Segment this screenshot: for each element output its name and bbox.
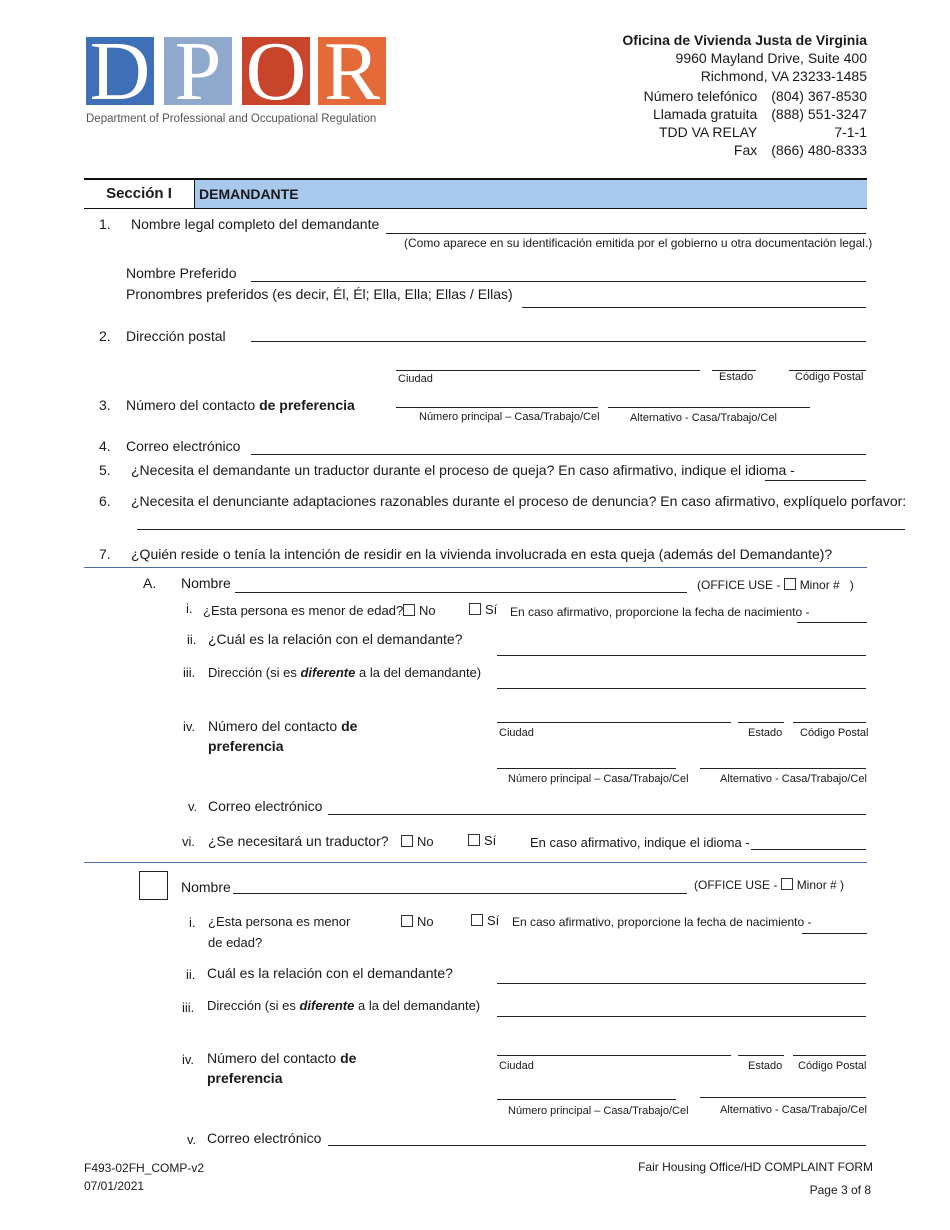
person-b-dob-label: En caso afirmativo, proporcione la fecha de nacimiento -	[512, 915, 812, 929]
person-b-alt-phone-field[interactable]	[700, 1097, 866, 1098]
primary-phone-caption: Número principal – Casa/Trabajo/Cel	[419, 411, 600, 423]
q7-num: 7.	[99, 546, 111, 562]
person-a-relation-field[interactable]	[497, 655, 866, 656]
alt-phone-field[interactable]	[608, 407, 810, 408]
q6-label: ¿Necesita el denunciante adaptaciones razonables durante el proceso de denuncia? En caso afirmativo, explíquelo porfavor:	[131, 493, 907, 509]
person-a-iii-label: Dirección (si es diferente a la del demandante)	[208, 665, 482, 680]
si-checkbox[interactable]	[471, 914, 483, 926]
contacts-table	[644, 87, 867, 159]
person-a-language-field[interactable]	[751, 849, 866, 850]
email-field[interactable]	[251, 454, 866, 455]
city-caption: Ciudad	[398, 373, 433, 385]
person-a-lang-label: En caso afirmativo, indique el idioma -	[530, 835, 750, 850]
person-a-name-field[interactable]	[235, 592, 687, 593]
person-b-iv-label-1: Número del contacto de	[207, 1050, 357, 1066]
office-street: 9960 Mayland Drive, Suite 400	[675, 50, 867, 66]
person-a-alt-caption: Alternativo - Casa/Trabajo/Cel	[720, 773, 867, 785]
person-b-minor-no[interactable]: No	[401, 914, 434, 929]
q5-num: 5.	[99, 462, 111, 478]
person-b-email-field[interactable]	[328, 1145, 866, 1146]
no-checkbox[interactable]	[401, 835, 413, 847]
person-a-primary-phone-field[interactable]	[497, 768, 676, 769]
person-b-v-label: Correo electrónico	[207, 1130, 322, 1146]
person-a-email-field[interactable]	[328, 814, 866, 815]
person-b-relation-field[interactable]	[497, 983, 866, 984]
person-a-city-field[interactable]	[497, 722, 731, 723]
q3-label: Número del contacto de preferencia	[126, 397, 355, 413]
person-a-state-caption: Estado	[748, 727, 783, 739]
pronouns-label: Pronombres preferidos (es decir, Él, Él; Ella, Ella; Ellas / Ellas)	[126, 286, 513, 302]
person-b-i-label-1: ¿Esta persona es menor	[208, 914, 351, 929]
mailing-address-field[interactable]	[251, 341, 866, 342]
footer-title: Fair Housing Office/HD COMPLAINT FORM	[638, 1160, 873, 1174]
person-a-address-field[interactable]	[497, 688, 866, 689]
person-b-iii-num: iii.	[182, 1000, 195, 1015]
person-b-primary-phone-field[interactable]	[497, 1099, 676, 1100]
person-a-dob-label: En caso afirmativo, proporcione la fecha de nacimiento -	[510, 605, 810, 619]
pronouns-field[interactable]	[522, 307, 866, 308]
city-field[interactable]	[396, 370, 700, 371]
office-address	[622, 31, 867, 85]
person-a-translator-si[interactable]: Sí	[468, 833, 496, 848]
person-b-alt-caption: Alternativo - Casa/Trabajo/Cel	[720, 1104, 867, 1116]
logo-letter-o: O	[245, 37, 307, 107]
divider	[84, 567, 867, 568]
person-a-v-label: Correo electrónico	[208, 798, 323, 814]
person-b-iv-label-2: preferencia	[207, 1070, 283, 1086]
q4-label: Correo electrónico	[126, 438, 241, 454]
person-a-iv-label-1: Número del contacto de	[208, 718, 358, 734]
logo-letter-d: D	[89, 37, 151, 107]
dpor-logo-mark	[86, 37, 386, 107]
person-a-vi-num: vi.	[182, 834, 195, 849]
q7-label: ¿Quién reside o tenía la intención de residir en la vivienda involucrada en esta queja (además del Demandante)?	[131, 546, 833, 562]
person-a-i-label: ¿Esta persona es menor de edad?	[203, 603, 404, 618]
person-b-zip-field[interactable]	[793, 1055, 866, 1056]
person-b-v-num: v.	[187, 1132, 197, 1147]
dpor-logo	[86, 37, 386, 123]
footer-date: 07/01/2021	[84, 1179, 145, 1193]
person-a-letter: A.	[143, 575, 157, 591]
person-b-city-caption: Ciudad	[499, 1060, 534, 1072]
person-b-dob-field[interactable]	[802, 933, 867, 934]
contact-row: TDD VA RELAY 7-1-1	[658, 124, 867, 140]
person-a-name-label: Nombre	[181, 575, 231, 591]
legal-name-field[interactable]	[386, 233, 866, 234]
person-a-alt-phone-field[interactable]	[700, 768, 866, 769]
person-a-zip-caption: Código Postal	[800, 727, 869, 739]
person-b-primary-caption: Número principal – Casa/Trabajo/Cel	[508, 1105, 689, 1117]
q1-note: (Como aparece en su identificación emitida por el gobierno u otra documentación legal.)	[404, 236, 873, 250]
person-a-iv-label-2: preferencia	[208, 738, 284, 754]
person-b-i-num: i.	[189, 915, 196, 930]
q2-label: Dirección postal	[126, 328, 226, 344]
q4-num: 4.	[99, 438, 111, 454]
state-caption: Estado	[719, 371, 754, 383]
footer-form-id: F493-02FH_COMP-v2	[84, 1161, 205, 1175]
logo-letter-p: P	[174, 37, 222, 107]
q1-num: 1.	[99, 216, 111, 232]
person-b-ii-num: ii.	[186, 967, 196, 982]
person-a-translator-no[interactable]: No	[401, 834, 434, 849]
office-city: Richmond, VA 23233-1485	[700, 68, 867, 84]
alt-phone-caption: Alternativo - Casa/Trabajo/Cel	[630, 412, 777, 424]
person-a-zip-field[interactable]	[793, 722, 866, 723]
person-b-state-caption: Estado	[748, 1060, 783, 1072]
person-b-iv-num: iv.	[182, 1052, 195, 1067]
person-b-office-use: (OFFICE USE - Minor # )	[694, 878, 845, 892]
divider	[84, 862, 867, 863]
section-header	[84, 178, 867, 209]
person-b-checkbox[interactable]	[139, 871, 168, 900]
q3-num: 3.	[99, 397, 111, 413]
person-b-address-field[interactable]	[497, 1016, 866, 1017]
person-a-state-field[interactable]	[738, 722, 784, 723]
person-a-primary-caption: Número principal – Casa/Trabajo/Cel	[508, 773, 689, 785]
logo-letter-r: R	[323, 37, 381, 107]
si-checkbox[interactable]	[469, 603, 481, 615]
section-title: DEMANDANTE	[194, 180, 867, 208]
person-b-name-label: Nombre	[181, 879, 231, 895]
person-b-minor-si[interactable]: Sí	[471, 913, 499, 928]
no-checkbox[interactable]	[401, 915, 413, 927]
person-a-ii-num: ii.	[187, 632, 197, 647]
logo-subtitle: Department of Professional and Occupational Regulation	[86, 113, 377, 125]
person-b-iii-label: Dirección (si es diferente a la del demandante)	[207, 998, 481, 1013]
person-a-i-num: i.	[186, 601, 193, 616]
q2-num: 2.	[99, 328, 111, 344]
preferred-name-label: Nombre Preferido	[126, 265, 237, 281]
primary-phone-field[interactable]	[396, 407, 598, 408]
person-b-state-field[interactable]	[738, 1055, 784, 1056]
person-b-i-label-2: de edad?	[208, 935, 263, 950]
no-checkbox[interactable]	[403, 604, 415, 616]
person-a-v-num: v.	[188, 799, 198, 814]
office-contacts	[644, 87, 867, 159]
section-number: Sección I	[106, 185, 172, 202]
person-b-ii-label: Cuál es la relación con el demandante?	[207, 965, 453, 981]
person-a-ii-label: ¿Cuál es la relación con el demandante?	[208, 631, 463, 647]
person-a-iv-num: iv.	[183, 719, 196, 734]
contact-row: Número telefónico (804) 367-8530	[643, 88, 867, 104]
person-a-minor-si[interactable]: Sí	[469, 602, 497, 617]
accommodations-field[interactable]	[137, 529, 905, 530]
person-a-iii-num: iii.	[183, 665, 196, 680]
person-b-zip-caption: Código Postal	[798, 1060, 867, 1072]
preferred-name-field[interactable]	[251, 281, 866, 282]
q1-label: Nombre legal completo del demandante	[131, 216, 380, 232]
person-a-office-use: (OFFICE USE - Minor # )	[697, 578, 854, 592]
translator-language-field[interactable]	[765, 480, 866, 481]
person-a-dob-field[interactable]	[797, 622, 867, 623]
si-checkbox[interactable]	[468, 834, 480, 846]
office-minor-checkbox[interactable]	[784, 578, 796, 590]
footer-page: Page 3 of 8	[809, 1183, 871, 1197]
person-b-name-field[interactable]	[233, 893, 687, 894]
person-b-city-field[interactable]	[497, 1055, 731, 1056]
q5-label: ¿Necesita el demandante un traductor durante el proceso de queja? En caso afirmativo, indique el idioma -	[131, 462, 795, 478]
office-minor-checkbox[interactable]	[781, 878, 793, 890]
person-a-vi-label: ¿Se necesitará un traductor?	[208, 833, 389, 849]
contact-row: Llamada gratuita (888) 551-3247	[652, 106, 867, 122]
contact-row: Fax (866) 480-8333	[733, 142, 867, 158]
person-a-minor-no[interactable]: No	[403, 603, 436, 618]
zip-caption: Código Postal	[795, 371, 864, 383]
q6-num: 6.	[99, 493, 111, 509]
office-name: Oficina de Vivienda Justa de Virginia	[622, 32, 867, 48]
person-a-city-caption: Ciudad	[499, 727, 534, 739]
